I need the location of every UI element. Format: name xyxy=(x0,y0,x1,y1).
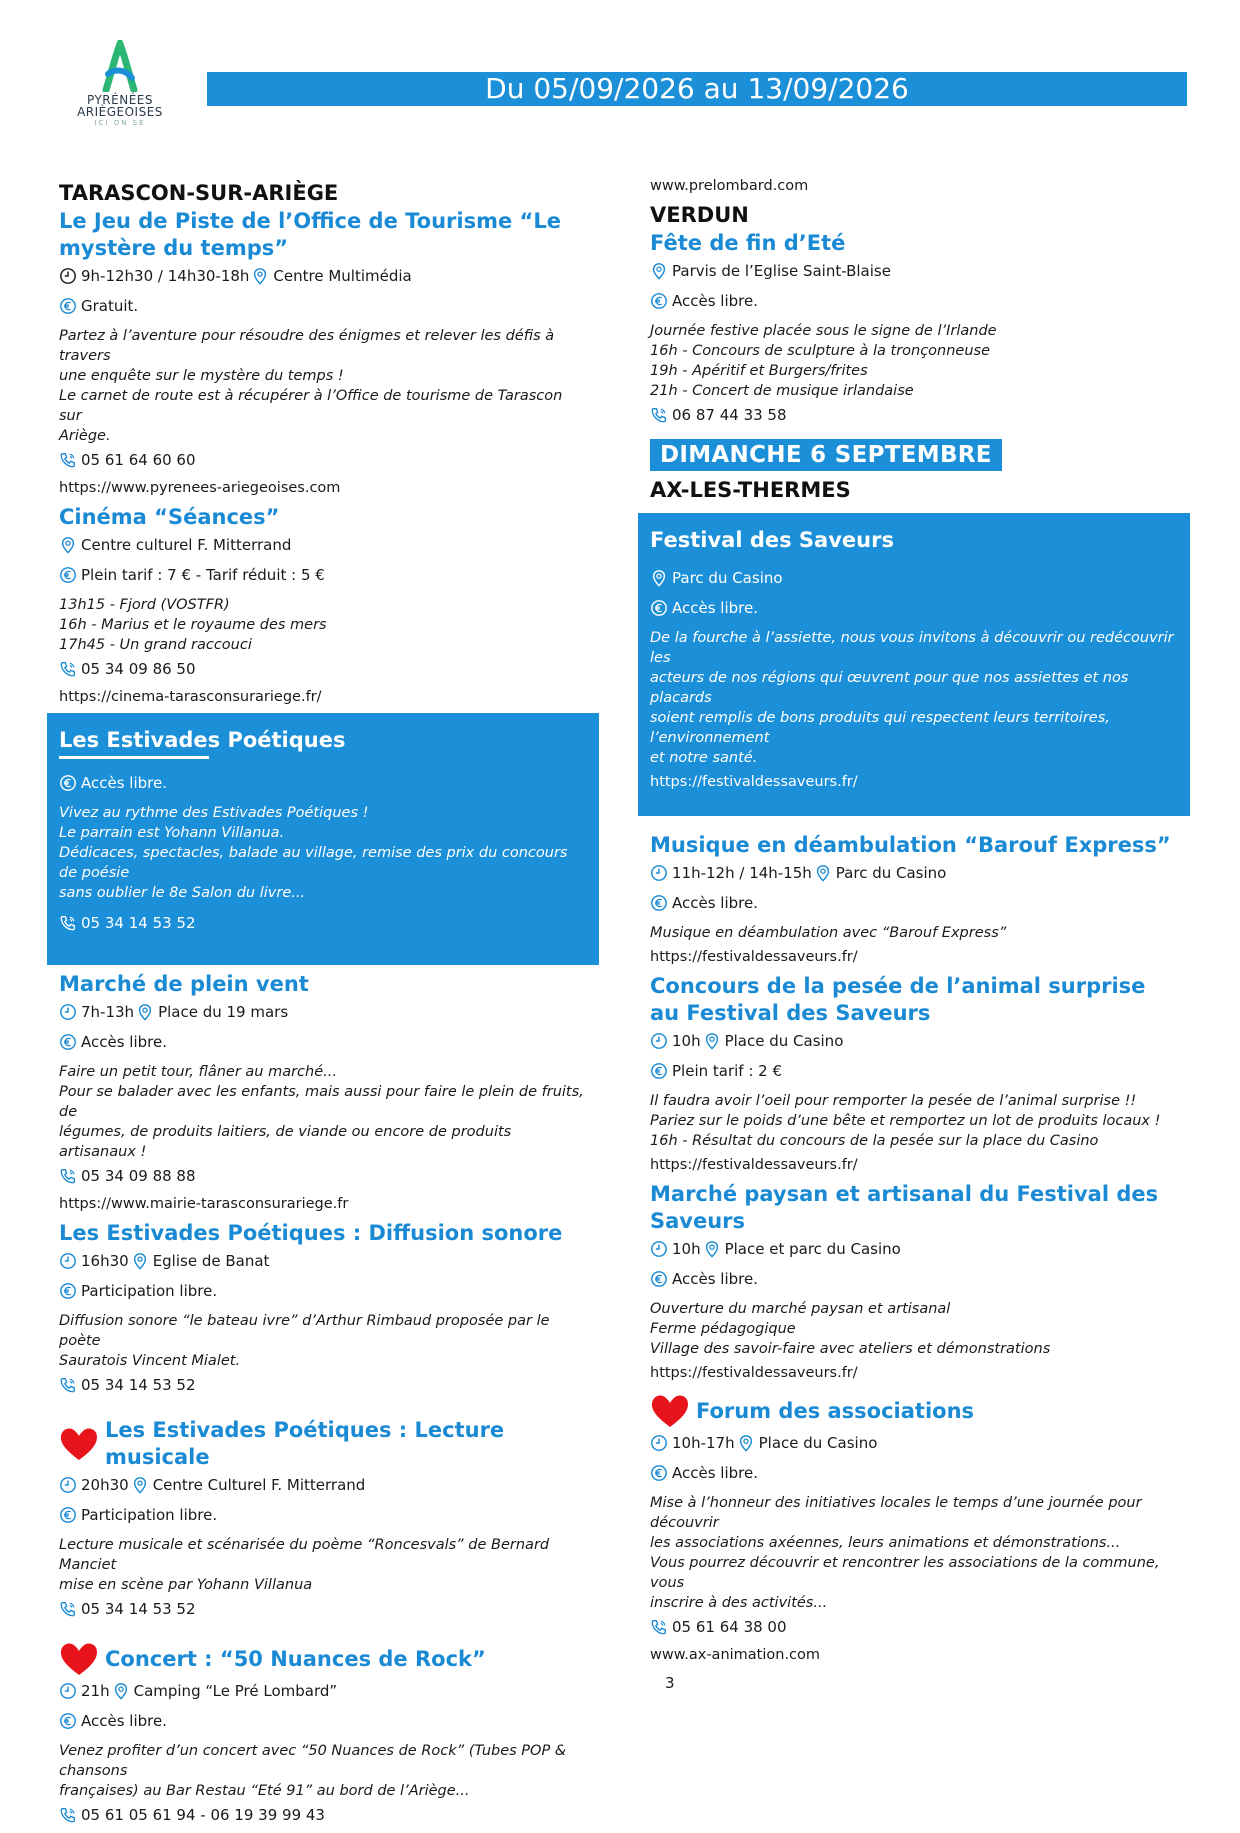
page-number: 3 xyxy=(665,1674,675,1692)
phone-icon xyxy=(59,1806,77,1824)
event-description: Ouverture du marché paysan et artisanal Ferme pédagogique Village des savoir-faire avec ateliers et démonstrations xyxy=(650,1301,1051,1357)
phone-icon xyxy=(59,914,77,932)
city-heading: TARASCON-SUR-ARIÈGE xyxy=(59,181,339,205)
highlight-box xyxy=(47,713,599,965)
event-phone: 05 34 14 53 52 xyxy=(81,1376,196,1394)
event-title: Musique en déambulation “Barouf Express” xyxy=(650,833,1171,857)
event-title: Les Estivades Poétiques : Diffusion sonore xyxy=(59,1221,563,1245)
event-title: Les Estivades Poétiques xyxy=(59,728,346,752)
event-title: Festival des Saveurs xyxy=(650,528,894,552)
location-pin-icon xyxy=(814,864,832,882)
event-description: Vivez au rythme des Estivades Poétiques ! Le parrain est Yohann Villanua. Dédicaces, spectacles, balade au village, remise des prix du concours de poésie sans oublier le 8e Salon du livre... xyxy=(59,805,568,901)
event-time: 7h-13h xyxy=(81,1003,135,1021)
event-description: Il faudra avoir l’oeil pour remporter la pesée de l’animal surprise !! Pariez sur le poids d’une bête et remportez un lot de produits locaux ! 16h - Résultat du concours de la pesée sur la place du Casino xyxy=(650,1093,1161,1149)
location-pin-icon xyxy=(251,267,269,285)
euro-icon xyxy=(650,1270,668,1288)
event-title: Les Estivades Poétiques : Lecture musicale xyxy=(105,1418,505,1469)
clock-icon xyxy=(59,1476,77,1494)
city-heading: VERDUN xyxy=(650,203,749,227)
event-phone: 05 61 64 38 00 xyxy=(672,1618,787,1636)
right-column xyxy=(638,176,1190,1671)
event-description: Mise à l’honneur des initiatives locales le temps d’une journée pour découvrir les associations axéennes, leurs animations et démonstrations... Vous pourrez découvrir et rencontrer les associations de la commune, vous inscrire à des activités... xyxy=(650,1495,1160,1611)
event-description: Faire un petit tour, flâner au marché... Pour se balader avec les enfants, mais aussi pour faire le plein de fruits, de légumes, de produits laitiers, de viande ou encore de produits artisanaux ! xyxy=(59,1064,584,1160)
logo-line3: ICI ON SE xyxy=(94,119,146,127)
heart-icon xyxy=(650,1393,690,1429)
event-place: Place du Casino xyxy=(724,1032,844,1050)
logo-line1: PYRÉNÉES xyxy=(87,93,153,107)
event-title: Cinéma “Séances” xyxy=(59,505,280,529)
event-time: 16h30 xyxy=(81,1252,129,1270)
highlight-box xyxy=(638,513,1190,816)
event-url[interactable]: https://festivaldessaveurs.fr/ xyxy=(650,1365,858,1381)
event-price: Accès libre. xyxy=(672,292,758,310)
event-title: Le Jeu de Piste de l’Office de Tourisme “Le mystère du temps” xyxy=(59,209,561,260)
title-underline xyxy=(59,756,209,759)
clock-icon xyxy=(59,267,77,285)
event-price: Plein tarif : 7 € - Tarif réduit : 5 € xyxy=(81,566,325,584)
euro-icon xyxy=(59,774,77,792)
phone-icon xyxy=(59,1376,77,1394)
event-url[interactable]: https://www.mairie-tarasconsurariege.fr xyxy=(59,1196,349,1212)
event-phone: 05 34 14 53 52 xyxy=(81,1600,196,1618)
event-place: Centre Culturel F. Mitterrand xyxy=(152,1476,366,1494)
event-time: 10h xyxy=(672,1032,701,1050)
location-pin-icon xyxy=(112,1682,130,1700)
event-place: Parc du Casino xyxy=(835,864,947,882)
event-phone: 05 61 64 60 60 xyxy=(81,451,196,469)
location-pin-icon xyxy=(703,1240,721,1258)
event-time: 11h-12h / 14h-15h xyxy=(672,864,812,882)
event-description: Journée festive placée sous le signe de l’Irlande 16h - Concours de sculpture à la tronçonneuse 19h - Apéritif et Burgers/frites 21h - Concert de musique irlandaise xyxy=(650,323,997,399)
event-place: Place du Casino xyxy=(758,1434,878,1452)
euro-icon xyxy=(650,894,668,912)
event-title: Concours de la pesée de l’animal surprise au Festival des Saveurs xyxy=(650,974,1146,1025)
event-price: Accès libre. xyxy=(81,1712,167,1730)
event-description: 13h15 - Fjord (VOSTFR) 16h - Marius et le royaume des mers 17h45 - Un grand raccouci xyxy=(59,597,327,653)
event-price: Plein tarif : 2 € xyxy=(672,1062,783,1080)
logo-line2: ARIÈGEOISES xyxy=(77,105,163,119)
event-place: Place du 19 mars xyxy=(158,1003,289,1021)
clock-icon xyxy=(59,1252,77,1270)
date-range-banner: Du 05/09/2026 au 13/09/2026 xyxy=(207,72,1187,106)
clock-icon xyxy=(650,1240,668,1258)
euro-icon xyxy=(59,1506,77,1524)
event-phone: 05 61 05 61 94 - 06 19 39 99 43 xyxy=(81,1806,325,1824)
event-url[interactable]: www.prelombard.com xyxy=(650,178,809,194)
event-price: Accès libre. xyxy=(672,1464,758,1482)
event-title: Marché paysan et artisanal du Festival des Saveurs xyxy=(650,1182,1159,1233)
phone-icon xyxy=(59,660,77,678)
euro-icon xyxy=(59,297,77,315)
event-url[interactable]: www.ax-animation.com xyxy=(650,1647,821,1663)
event-url[interactable]: https://cinema-tarasconsurariege.fr/ xyxy=(59,689,322,705)
event-url[interactable]: https://festivaldessaveurs.fr/ xyxy=(650,774,858,790)
event-price: Participation libre. xyxy=(81,1282,218,1300)
clock-icon xyxy=(650,1434,668,1452)
left-column xyxy=(47,180,599,1833)
event-url[interactable]: https://www.pyrenees-ariegeoises.com xyxy=(59,480,341,496)
euro-icon xyxy=(650,292,668,310)
event-title: Fête de fin d’Eté xyxy=(650,231,846,255)
heart-icon xyxy=(59,1641,99,1677)
event-title: Marché de plein vent xyxy=(59,972,309,996)
location-pin-icon xyxy=(136,1003,154,1021)
event-description: Venez profiter d’un concert avec “50 Nuances de Rock” (Tubes POP & chansons françaises) au Bar Restau “Eté 91” au bord de l’Ariège... xyxy=(59,1743,567,1799)
event-description: Musique en déambulation avec “Barouf Express” xyxy=(650,925,1007,941)
event-place: Eglise de Banat xyxy=(152,1252,270,1270)
event-phone: 06 87 44 33 58 xyxy=(672,406,787,424)
event-description: De la fourche à l’assiette, nous vous invitons à découvrir ou redécouvrir les acteurs de nos régions qui œuvrent pour que nos assiettes et nos placards soient remplis de bons produits qui respectent leurs territoires, l’environnement et notre santé. xyxy=(650,630,1174,766)
event-description: Partez à l’aventure pour résoudre des énigmes et relever les défis à travers une enquête sur le mystère du temps ! Le carnet de route est à récupérer à l’Office de tourisme de Tarascon sur Ariège. xyxy=(59,328,563,444)
event-title: Concert : “50 Nuances de Rock” xyxy=(105,1646,486,1671)
city-heading: AX-LES-THERMES xyxy=(650,478,851,502)
euro-icon xyxy=(650,1062,668,1080)
logo xyxy=(70,40,170,128)
day-heading: DIMANCHE 6 SEPTEMBRE xyxy=(650,439,1002,471)
logo-icon xyxy=(98,40,142,92)
phone-icon xyxy=(650,1618,668,1636)
event-time: 9h-12h30 / 14h30-18h xyxy=(81,267,250,285)
event-price: Accès libre. xyxy=(672,894,758,912)
event-price: Accès libre. xyxy=(81,774,167,792)
euro-icon xyxy=(59,566,77,584)
event-description: Diffusion sonore “le bateau ivre” d’Arthur Rimbaud proposée par le poète Sauratois Vincent Mialet. xyxy=(59,1313,550,1369)
event-price: Participation libre. xyxy=(81,1506,218,1524)
clock-icon xyxy=(650,1032,668,1050)
phone-icon xyxy=(650,406,668,424)
phone-icon xyxy=(59,1600,77,1618)
location-pin-icon xyxy=(737,1434,755,1452)
event-time: 10h xyxy=(672,1240,701,1258)
event-place: Parc du Casino xyxy=(672,569,783,587)
event-time: 21h xyxy=(81,1682,110,1700)
location-pin-icon xyxy=(650,262,668,280)
event-url[interactable]: https://festivaldessaveurs.fr/ xyxy=(650,1157,858,1173)
event-place: Camping “Le Pré Lombard” xyxy=(133,1682,338,1700)
location-pin-icon xyxy=(59,536,77,554)
euro-icon xyxy=(59,1712,77,1730)
location-pin-icon xyxy=(703,1032,721,1050)
event-price: Accès libre. xyxy=(672,1270,758,1288)
clock-icon xyxy=(59,1682,77,1700)
event-time: 20h30 xyxy=(81,1476,129,1494)
euro-icon xyxy=(59,1033,77,1051)
location-pin-icon xyxy=(650,569,668,587)
event-phone: 05 34 14 53 52 xyxy=(81,914,196,932)
event-place: Place et parc du Casino xyxy=(724,1240,901,1258)
event-price: Accès libre. xyxy=(81,1033,167,1051)
euro-icon xyxy=(59,1282,77,1300)
euro-icon xyxy=(650,1464,668,1482)
event-url[interactable]: https://festivaldessaveurs.fr/ xyxy=(650,949,858,965)
event-title: Forum des associations xyxy=(696,1398,975,1423)
event-place: Centre Multimédia xyxy=(273,267,412,285)
event-time: 10h-17h xyxy=(672,1434,735,1452)
heart-icon xyxy=(59,1426,99,1462)
euro-icon xyxy=(650,599,668,617)
event-place: Parvis de l’Eglise Saint-Blaise xyxy=(672,262,891,280)
event-description: Lecture musicale et scénarisée du poème “Roncesvals” de Bernard Manciet mise en scène par Yohann Villanua xyxy=(59,1537,550,1593)
location-pin-icon xyxy=(131,1476,149,1494)
event-phone: 05 34 09 88 88 xyxy=(81,1167,196,1185)
event-phone: 05 34 09 86 50 xyxy=(81,660,196,678)
clock-icon xyxy=(650,864,668,882)
location-pin-icon xyxy=(131,1252,149,1270)
event-price: Accès libre. xyxy=(672,599,758,617)
phone-icon xyxy=(59,451,77,469)
event-place: Centre culturel F. Mitterrand xyxy=(81,536,292,554)
clock-icon xyxy=(59,1003,77,1021)
phone-icon xyxy=(59,1167,77,1185)
event-price: Gratuit. xyxy=(81,297,139,315)
